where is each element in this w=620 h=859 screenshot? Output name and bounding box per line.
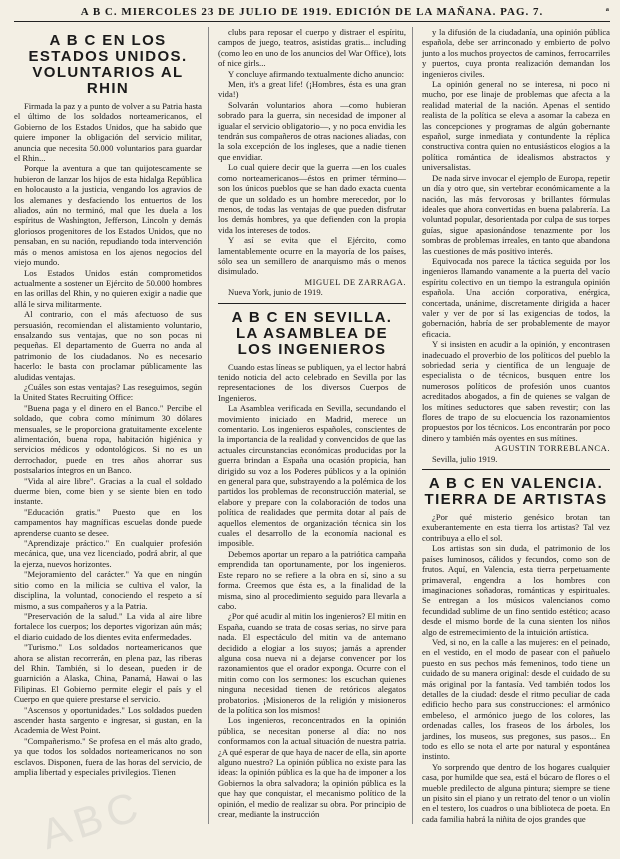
paragraph: Los Estados Unidos están comprometidos actualmente a sostener un Ejército de 50.000 hombres en las orillas del Rhin, y no quieren exigir a nadie que allá le sirva militarmente. — [14, 267, 202, 309]
paragraph: Debemos aportar un reparo a la patriótica campaña emprendida tan oportunamente, por los ingenieros. Este reparo no se refiere a la obra en sí, sino a su forma. Creemos que ésta es, a la finalidad de la misma, sino al procedimiento seguido para llevarla a cabo. — [218, 548, 406, 611]
article-body-estados-unidos — [14, 101, 202, 777]
paragraph: Y concluye afirmando textualmente dicho anuncio: — [228, 68, 405, 79]
paragraph: Ved, si no, en la calle a las mujeres: en el peinado, en el vestido, en el modo de pasear con el pañuelo puesto en sus pechos más femeninos, todo tiene un cuidado de su manera original: desde el cuidado de su más original por la fantasía. Ved también todos los detalles de la ciudad: desde el ritmo peculiar de cada edificio hecho para sus construcciones: el armónico embeleso, el armónico juego de los colores, las ordenadas calles, los fraseos de los árboles, los jardines, los museos, sus pregones, sus pasos... En todo es ello se nota el arte por natural y espontánea instinto. — [422, 636, 610, 762]
paragraph: "Educación gratis." Puesto que en los campamentos hay magníficas escuelas donde puede aprenderse cuanto se desee. — [14, 506, 202, 538]
article-body-sevilla — [218, 362, 406, 820]
paragraph: Lo cual quiere decir que la guerra —en los cuales como norteamericanos—éstos en primer término—son los únicos pueblos que se han dado exacta cuenta de que un soldado es un hombre merecedor, por lo menos, de todas las ventajas de que pueden disfrutar los demás hombres, ya que defienden con la propia vida los intereses de todos. — [218, 162, 406, 235]
article-headline-sevilla: A B C EN SEVILLA. LA ASAMBLEA DE LOS INGENIEROS — [231, 308, 393, 358]
paragraph: La Asamblea verificada en Sevilla, secundando el movimiento iniciado en Madrid, merece un comentario. Los ingenieros españoles, conscientes de la importancia de la realidad y convencidos de que las actuales circunstancias económicas producidas por la guerra brindan a España una ocasión propicia, han dirigido su voz a los Poderes públicos y a la opinión en general para que, substrayendo a la polémica de los partidos los problemas de reconstrucción material, se elabore y prepare con la colaboración de todos una política de realidades que permita dotar al país de aquellos elementos de organización técnica sin los cuales el desarrollo de la economía nacional es imposible. — [218, 403, 406, 549]
paragraph: Al contrario, con el más afectuoso de sus persuasión, recomiendan el alistamiento voluntario, ensalzando sus ventajas, que no son pocas ni pequeñas. El departamento de Guerra no anda al patrimonio de los ciudadanos. No es necesario hacerlo: le basta con proclamar públicamente las aludidas ventajas. — [14, 309, 202, 382]
paragraph: "Buena paga y el dinero en el Banco." Percibe el soldado, que cobra como mínimum 30 dólares mensuales, se le proporciona gratuitamente excelente alimentación, buena ropa, habitación higiénica y servicios médicos y odontológicos. Si no es un derrochador, puede en tres años ahorrar sus postsalarios íntegros en un Banco. — [14, 402, 202, 476]
paragraph: Y así se evita que el Ejército, como lamentablemente ocurre en la mayoría de los países, sólo sea un semillero de anarquismo más o menos disimulado. — [218, 235, 406, 277]
corner-marker: ᵃ — [605, 5, 610, 17]
paragraph: Porque la aventura a que tan quijotescamente se hubieron de lanzar los hijos de esta hidalga República en holocausto a la justicia, vengando los agravios de los alemanes y desfaciendo los entuertos de los aliados, aún no terminó, mal que les duela a los espíritus de Washington, Jefferson, Lincoln y demás gloriosos progenitores de los Estados Unidos, que no pensaban, en su nación, repudiando toda intervención más o menos amistosa en los ajenos negocios del viejo mundo. — [14, 163, 202, 268]
column-1 — [14, 27, 209, 824]
paragraph: "Compañerismo." Se profesa en el más alto grado, ya que todos los soldados norteamericanos no son esclavos. Disponen, fuera de las horas del servicio, de amplia libertad y especiales privilegios. Tienen — [14, 735, 202, 777]
article-body-valencia — [422, 512, 610, 824]
paragraph: "Mejoramiento del carácter." Ya que en ningún sitio como en la milicia se cultiva el valor, la disciplina, la voluntad, conociendo el respeto a sí mismo, a sus compañeros y a la Patria. — [14, 569, 202, 611]
dateline: Nueva York, junio de 1919. — [228, 287, 323, 298]
running-header — [14, 4, 610, 22]
dateline: Sevilla, julio 1919. — [432, 453, 498, 464]
divider — [422, 469, 610, 470]
article-continuation-sevilla — [422, 27, 610, 443]
author-signature: AGUSTIN TORREBLANCA. — [494, 443, 610, 454]
article-continuation-estados-unidos — [218, 27, 406, 277]
paragraph: Equivocada nos parece la táctica seguida por los ingenieros llamando vanamente a la puerta del vacío espíritu colectivo en un tiempo la estrangula opinión española. Una acción corporativa, enérgica, concertada, unánime, discretamente dirigida a hacer valer y ver de por sí las exigencias de todos, la gobernación, habría de ser probablemente de mayor eficacia. — [422, 255, 610, 339]
paragraph: "Preservación de la salud." La vida al aire libre fortalece los cuerpos; los deportes vigorizan aún más; el diario cuidado de los dientes evita enfermedades. — [14, 610, 202, 642]
paragraph: "Ascensos y oportunidades." Los soldados pueden ascender hasta sargento e ingresar, si gustan, en la Academia de West Point. — [14, 704, 202, 736]
running-title: A B C. MIERCOLES 23 DE JULIO DE 1919. EDICIÓN DE LA MAÑANA. PAG. 7. — [80, 6, 544, 18]
paragraph: La opinión general no se interesa, ni poco ni mucho, por ese linaje de problemas que afecta a la realidad material de la nación. Apenas el sentido realista de la política se eleva a asomar la cabeza en las concepciones y programas de algún gobernante español, surge inmediata y contundente la réplica constructiva contra quien no entusiásticos elogios a la política romántica de idealismos abstractos y universalistas. — [422, 79, 610, 173]
paragraph: Men, it's a great life! (¡Hombres, ésta es una gran vida!) — [218, 79, 406, 100]
paragraph: "Aprendizaje práctico." En cualquier profesión mecánica, que, una vez licenciado, podrá abrir, al que la ejerza, nuevos horizontes. — [14, 538, 202, 569]
article-headline-valencia: A B C EN VALENCIA. TIERRA DE ARTISTAS — [424, 475, 608, 509]
paragraph: ¿Por qué misterio genésico brotan tan exuberantemente en esta tierra los artistas? Tal vez contribuya a ello el sol. — [422, 512, 610, 543]
columns — [14, 27, 610, 824]
paragraph: Los ingenieros, reconcentrados en la opinión pública, se necesitan ponerse al día: no nos conformamos con la actual situación de nuestra patria. ¿A qué esperar de que haya de nacer de ella, sin aporte alguno nuestro? La opinión pública no existe para las ideas: la opinión pública es la que ha de imponer a los Gobiernos la obra salvadora; la opinión pública es la que hay que conquistar, el mecanismo político de la opinión, el medio de realizar su obra. Por principio de crear, mediante la instrucción — [218, 715, 407, 820]
divider — [218, 303, 406, 304]
paragraph: Cuando estas líneas se publiquen, ya el lector habrá tenido noticia del acto celebrado en Sevilla por las representaciones de los diversos Cuerpos de Ingenieros. — [218, 361, 406, 403]
author-signature: MIGUEL DE ZARRAGA. — [304, 276, 406, 287]
paragraph: Yo sorprendo que dentro de los hogares cualquier casa, por humilde que sea, está el búcaro de flores o el mueble predilecto de alguna pintura; siempre se tiene un pisito sin el piano y un retrato del tenor o un violín en el testero, los cuadros o una biblioteca de poeta. En cada familia habrá la niñita de ojos grandes que — [422, 761, 610, 824]
column-3 — [422, 27, 610, 824]
paragraph: De nada sirve invocar el ejemplo de Europa, repetir un día y otro que, sin vertebrar económicamente a la nación, las más fervorosas y brillantes fórmulas ideales que ahora convertidas en buena palabrería. La voluntad popular, desorientada por culpa de sus torpes guías, sigue apasionándose tenazmente por los sombras de problemas irreales, en tanto que abandona las cuestiones de más positivo interés. — [422, 172, 610, 256]
article-headline-estados-unidos: A B C EN LOS ESTADOS UNIDOS. VOLUNTARIOS AL RHIN — [28, 32, 188, 97]
archive-watermark: ABC — [35, 781, 149, 858]
paragraph: ¿Cuáles son estas ventajas? Las reseguimos, según la United States Recruiting Office: — [14, 381, 202, 403]
paragraph: Los artistas son sin duda, el patrimonio de los países luminosos, cálidos y fecundos, como son de frutos. Aquí, en Valencia, esta tierra perpetuamente primaveral, engendra a los hombres con imaginaciones soñadoras, románticas y espirituales. Se entregan a los músicos valencianos como fecundidad sublime de un fino sentido estético; acaso desde el mismo borde de la cuna sienten los niños algo de estremecimiento de la intuición artística. — [422, 543, 610, 637]
paragraph: clubs para reposar el cuerpo y distraer el espíritu, campos de juego, teatros, asistidas gratis... including (como leo en uno de los anuncios del War Office), lots of nice girls... — [218, 27, 406, 69]
paragraph: Firmada la paz y a punto de volver a su Patria hasta el último de los soldados norteamericanos, el Gobierno de los Estados Unidos, que ha sabido que quiere imponer la obligación del servicio militar, anuncia que necesita 50.000 voluntarios para guardar el Rhin... — [14, 101, 202, 164]
paragraph: Y si insisten en acudir a la opinión, y encontrasen inadecuado el proverbio de los políticos del pueblo la sobriedad seria y científica de un lenguaje de especialista o de técnicos, busquen entre los numerosos políticos de profesión unos cuantos acreditados abogados, a fin de quienes se valgan de los mítines seductores que saben revestir; con las flores de trapo de su elocuencia los razonamientos propuestos por los técnicos. Los encontrarán por poco dinero y también más oyentes en sus mítines. — [422, 339, 610, 443]
paragraph: "Vida al aire libre". Gracias a la cual el soldado duerme bien, come bien y se siente bien en todo instante. — [14, 475, 202, 507]
paragraph: ¿Por qué acudir al mitin los ingenieros? El mitin en España, cuando se trata de cosas serias, no sirve para nada. El espectáculo del mitin va de antemano decidido a elogiar a los suyos; jamás a aprender alguna cosa nueva ni a dejarse convencer por los razonamientos que el orador exponga. Ocurre con el mitin como con los sermones: los escuchan quienes ninguna necesidad tienen de retóricos alegatos probatorios. ¡Misioneros de la religión y misioneros de la política son los mismos! — [218, 611, 406, 715]
paragraph: Solvarán voluntarios ahora —como hubieran sobrado para la guerra, sin necesidad de imponer al igualar el servicio obligatorio—, y no poca envidia les tendrán sus compañeros de otras naciones aliadas, con la sola excepción de los ingleses, que a nadie tienen que envidiar. — [218, 99, 406, 162]
paragraph: y la difusión de la ciudadanía, una opinión pública española, debe ser arrinconado y embierto de polvo junto a los muchos proyectos de caminos, ferrocarriles y puertos, cuya pronta realización demandan los ingenieros civiles. — [422, 27, 610, 79]
paragraph: "Turismo." Los soldados norteamericanos que ahora se alistan recorrerán, en plena paz, las riberas del Rhin. También, si lo desean, pueden ir de guarnición a Alaska, China, Panamá, Hawai o las Filipinas. El Gobierno permite elegir el país y el Cuerpo en que quiere prestarse el servicio. — [14, 642, 202, 705]
column-2 — [218, 27, 413, 824]
